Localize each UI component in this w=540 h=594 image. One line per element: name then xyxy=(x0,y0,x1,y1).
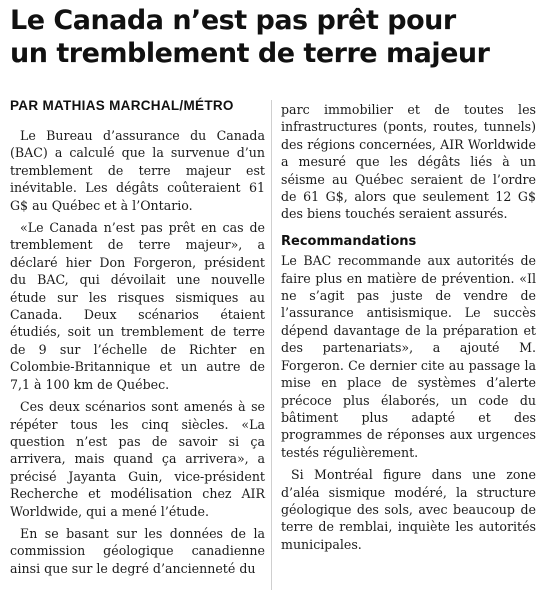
right-column xyxy=(281,101,536,558)
paragraph: Le Bureau d’assurance du Canada (BAC) a calculé que la survenue d’un tremblement de terre majeur est inévitable. Les dégâts coûteraient 61 G$ au Québec et à l’Ontario. xyxy=(10,128,265,213)
article-headline xyxy=(10,4,535,70)
paragraph-continuation: parc immobilier et de toutes les infrastructures (ponts, routes, tunnels) des régions concernées, AIR Worldwide a mesuré que les dégâts liés à un séisme au Québec seraient de l’ordre de 61 G$, alors que seulement 12 G$ des biens touchés seraient assurés. xyxy=(281,102,536,222)
section-subhead: Recommandations xyxy=(281,233,417,249)
paragraph: En se basant sur les données de la commission géologique canadienne ainsi que sur le degré d’ancienneté du xyxy=(10,525,265,576)
paragraph: Si Montréal figure dans une zone d’aléa sismique modéré, la structure géologique des sols, avec beaucoup de terre de remblai, inquiète les autorités municipales. xyxy=(281,467,536,552)
column-divider xyxy=(271,100,272,590)
headline-line-2: un tremblement de terre majeur xyxy=(10,38,490,69)
byline: PAR MATHIAS MARCHAL/MÉTRO xyxy=(10,98,234,113)
paragraph: «Le Canada n’est pas prêt en cas de tremblement de terre majeur», a déclaré hier Don Forgeron, président du BAC, qui dévoilait une nouvelle étude sur les risques sismiques au Canada. Deux scénarios étaient étudiés, soit un tremblement de terre de 9 sur l’échelle de Richter en Colombie-Britannique et un autre de 7,1 à 100 km de Québec. xyxy=(10,220,265,392)
headline-line-1: Le Canada n’est pas prêt pour xyxy=(10,5,456,36)
paragraph: Le BAC recommande aux autorités de faire plus en matière de prévention. «Il ne s’agit pas juste de vendre de l’assurance antisismique. Le succès dépend davantage de la préparation et des partenariats», a ajouté M. Forgeron. Ce dernier cite au passage la mise en place de systèmes d’alerte précoce plus élaborés, un code du bâtiment plus adapté et des programmes de réponses aux urgences testés régulièrement. xyxy=(281,253,536,460)
left-column xyxy=(10,127,265,582)
paragraph: Ces deux scénarios sont amenés à se répéter tous les cinq siècles. «La question n’est pas de savoir si ça arrivera, mais quand ça arrivera», a précisé Jayanta Guin, vice-président Recherche et modélisation chez AIR Worldwide, qui a mené l’étude. xyxy=(10,399,265,519)
